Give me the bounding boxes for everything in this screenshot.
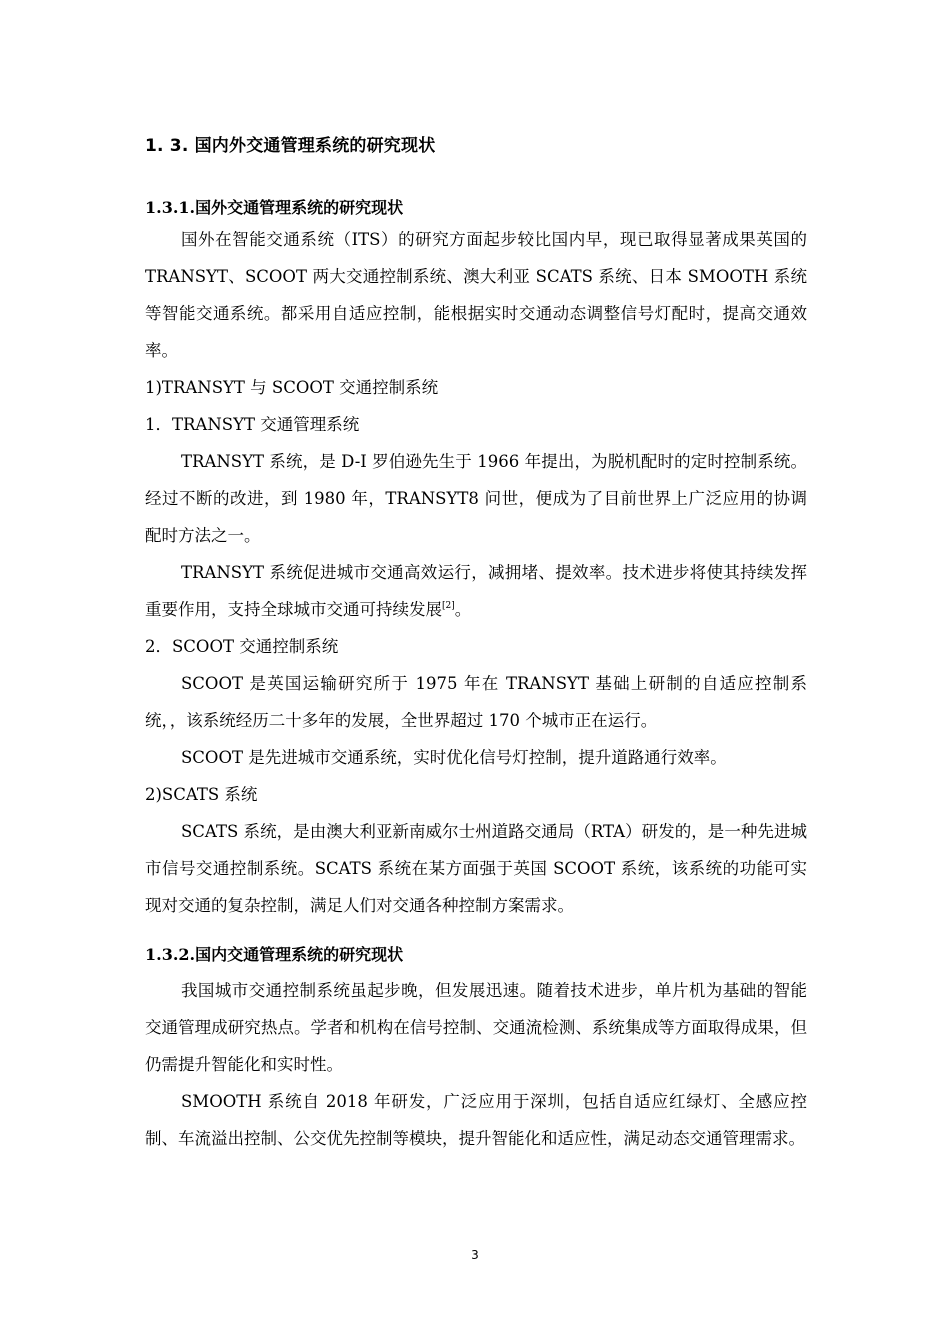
paragraph-smooth: SMOOTH 系统自 2018 年研发，广泛应用于深圳，包括自适应红绿灯、全感应控制、车流溢出控制、公交优先控制等模块，提升智能化和适应性，满足动态交通管理需求。 <box>145 1092 807 1148</box>
subsection-title-foreign: 1.3.1.国外交通管理系统的研究现状 <box>145 198 404 217</box>
sub-heading-scoot: 2．SCOOT 交通控制系统 <box>145 637 339 656</box>
subsection-title-domestic: 1.3.2.国内交通管理系统的研究现状 <box>145 945 404 964</box>
sub-heading-transyt: 1．TRANSYT 交通管理系统 <box>145 415 360 434</box>
section-title: 1. 3. 国内外交通管理系统的研究现状 <box>145 136 436 156</box>
paragraph-scoot-summary: SCOOT 是先进城市交通系统，实时优化信号灯控制，提升道路通行效率。 <box>181 748 727 767</box>
paragraph-foreign-intro: 国外在智能交通系统（ITS）的研究方面起步较比国内早，现已取得显著成果英国的 TRANSYT、SCOOT 两大交通控制系统、澳大利亚 SCATS 系统、日本 SMOOTH 系统等智能交通系统。都采用自适应控制，能根据实时交通动态调整信号灯配时，提高交通效率。 <box>145 230 807 360</box>
list-heading-scats: 2)SCATS 系统 <box>145 785 258 804</box>
paragraph-transyt-impact-end: 。 <box>454 600 472 619</box>
paragraph-scats: SCATS 系统，是由澳大利亚新南威尔士州道路交通局（RTA）研发的，是一种先进城市信号交通控制系统。SCATS 系统在某方面强于英国 SCOOT 系统，该系统的功能可实现对交通的复杂控制，满足人们对交通各种控制方案需求。 <box>145 822 807 915</box>
paragraph-transyt-impact <box>145 554 807 628</box>
paragraph-domestic-overview: 我国城市交通控制系统虽起步晚，但发展迅速。随着技术进步，单片机为基础的智能交通管理成研究热点。学者和机构在信号控制、交通流检测、系统集成等方面取得成果，但仍需提升智能化和实时性。 <box>145 981 807 1074</box>
list-heading-transyt-scoot: 1)TRANSYT 与 SCOOT 交通控制系统 <box>145 378 439 397</box>
citation-ref: [2] <box>442 601 455 611</box>
paragraph-scoot-history: SCOOT 是英国运输研究所于 1975 年在 TRANSYT 基础上研制的自适应控制系统，，该系统经历二十多年的发展，全世界超过 170 个城市正在运行。 <box>145 674 807 730</box>
paragraph-transyt-history: TRANSYT 系统，是 D-I 罗伯逊先生于 1966 年提出，为脱机配时的定时控制系统。经过不断的改进，到 1980 年，TRANSYT8 问世，便成为了目前世界上广泛应用的协调配时方法之一。 <box>145 452 807 545</box>
page-number: 3 <box>471 1248 479 1262</box>
paragraph-transyt-impact-text: TRANSYT 系统促进城市交通高效运行，减拥堵、提效率。技术进步将使其持续发挥重要作用，支持全球城市交通可持续发展 <box>145 563 807 619</box>
